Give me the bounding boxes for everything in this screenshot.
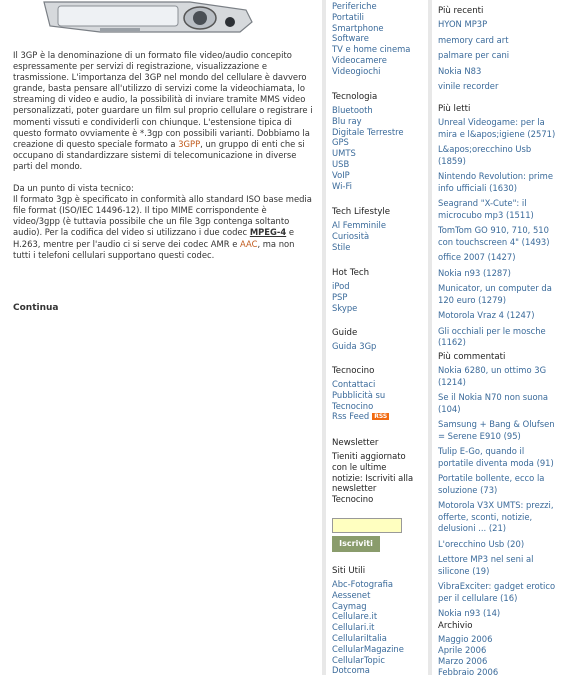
link-cellularmagazine[interactable]: CellularMagazine [332, 643, 404, 654]
link-psp[interactable]: PSP [332, 291, 348, 302]
link-portatili[interactable]: Portatili [332, 11, 364, 22]
letti-block [438, 104, 556, 353]
rss-icon[interactable]: RSS [374, 413, 388, 421]
link-cellulartopic[interactable]: CellularTopic [332, 654, 385, 665]
guide-title: Guide [332, 328, 358, 338]
recent-post[interactable]: palmare per cani [438, 50, 510, 60]
archive-link[interactable]: Maggio 2006 [438, 634, 493, 644]
link-al-femminile[interactable]: Al Femminile [332, 220, 386, 230]
hottech-block [332, 268, 369, 313]
tecnocino-block [332, 366, 402, 422]
link-stile[interactable]: Stile [332, 241, 351, 252]
recent-post[interactable]: memory card art [438, 34, 509, 45]
link-cellulari-it[interactable]: Cellulari.it [332, 622, 375, 633]
sidebar-categories [326, 0, 428, 675]
tecnologia-title: Tecnologia [332, 92, 378, 102]
most-commented-post[interactable]: Samsung + Bang & Olufsen = Serene E910 (95) [438, 419, 555, 441]
phone-image [40, 0, 255, 34]
link-curiosita[interactable]: Curiosità [332, 230, 370, 241]
link-aac[interactable]: AAC [240, 238, 258, 249]
link-cellulare-it[interactable]: Cellulare.it [332, 611, 378, 622]
most-read-post[interactable]: Gli occhiali per le mosche (1162) [438, 325, 546, 347]
recenti-title: Più recenti [438, 6, 484, 16]
most-commented-post[interactable]: VibraExciter: gadget erotico per il cellulare (16) [438, 581, 556, 603]
link-umts[interactable]: UMTS [332, 148, 356, 159]
link-software[interactable]: Software [332, 33, 369, 44]
archive-link[interactable]: Febbraio 2006 [438, 667, 499, 675]
link-gps[interactable]: GPS [332, 137, 349, 148]
most-read-post[interactable]: office 2007 (1427) [438, 252, 516, 262]
link-aessenet[interactable]: Aessenet [332, 589, 371, 600]
most-commented-post[interactable]: Motorola V3X UMTS: prezzi, offerte, sconti, notizie, delusioni ... (21) [438, 500, 554, 533]
link-cellularitalia[interactable]: CellulariItalia [332, 632, 387, 643]
article-paragraph-1: Il 3GP è la denominazione di un formato file video/audio concepito espressamente per servizi di registrazione, visualizzazione e trasmissione. L'importanza del 3GP nel mondo del cellulare è davvero grande, basta pensare all'utilizzo di servizi come la videochiamata, lo streaming di video e audio, la possibilità di inviare tramite MMS video personalizzati, poter guardare un film sul proprio cellulare o registrare i momenti vissuti e condividerli con chiunque. L'estensione tipica di questo formato ovviamente è *.3gp con possibili varianti. Dobbiamo la creazione di questo speciale formato a 3GPP, un gruppo di enti che si occupano di standardizzare sistemi di telecomunicazione in diverse parti del mondo. [13, 50, 313, 171]
link-wifi[interactable]: Wi-Fi [332, 180, 352, 191]
most-commented-post[interactable]: Lettore MP3 nel seni al silicone (19) [438, 554, 534, 576]
archive-link[interactable]: Marzo 2006 [438, 656, 488, 666]
newsletter-text: Tieniti aggiornato con le ultime notizie: Iscriviti alla newsletter Tecnocino [332, 451, 414, 505]
most-commented-post[interactable]: Se il Nokia N70 non suona (104) [438, 392, 549, 414]
archivio-title: Archivio [438, 621, 473, 631]
link-digitale-terrestre[interactable]: Digitale Terrestre [332, 126, 404, 137]
categories-list [332, 1, 410, 77]
hottech-title: Hot Tech [332, 268, 370, 278]
guide-block [332, 328, 376, 352]
continua-link[interactable]: Continua [13, 303, 59, 313]
newsletter-title: Newsletter [332, 438, 379, 448]
recent-post[interactable]: HYON MP3P [438, 19, 488, 29]
most-read-post[interactable]: L&apos;orecchino Usb (1859) [438, 144, 532, 166]
recenti-block [438, 6, 558, 97]
sidebar-posts [432, 0, 567, 675]
link-usb[interactable]: USB [332, 158, 350, 169]
rss-row [332, 411, 402, 422]
link-blu-ray[interactable]: Blu ray [332, 115, 362, 126]
most-commented-post[interactable]: Tulip E-Go, quando il portatile diventa moda (91) [438, 446, 554, 468]
link-guida-3gp[interactable]: Guida 3Gp [332, 341, 377, 351]
tecnocino-title: Tecnocino [332, 366, 375, 376]
most-read-post[interactable]: Motorola Vraz 4 (1247) [438, 310, 535, 320]
most-commented-post[interactable]: Portatile bollente, ecco la soluzione (73) [438, 473, 545, 495]
most-read-post[interactable]: Unreal Videogame: per la mira e l&apos;igiene (2571) [438, 117, 556, 139]
newsletter-block [332, 438, 416, 505]
most-read-post[interactable]: Seagrand "X-Cute": il microcubo mp3 (1511) [438, 198, 534, 220]
commentati-block [438, 352, 560, 624]
archivio-block [438, 621, 558, 675]
recent-post[interactable]: vinile recorder [438, 81, 499, 91]
newsletter-subscribe-button[interactable]: Iscriviti [332, 536, 380, 552]
archive-link[interactable]: Aprile 2006 [438, 645, 487, 655]
most-commented-post[interactable]: L'orecchino Usb (20) [438, 538, 525, 549]
letti-title: Più letti [438, 104, 471, 114]
link-voip[interactable]: VoIP [332, 169, 350, 180]
link-videogiochi[interactable]: Videogiochi [332, 65, 381, 76]
article-text [13, 50, 313, 272]
link-abc-fotografia[interactable]: Abc-Fotografia [332, 579, 394, 589]
link-ipod[interactable]: iPod [332, 281, 350, 291]
link-skype[interactable]: Skype [332, 302, 358, 313]
link-videocamere[interactable]: Videocamere [332, 54, 387, 65]
link-bluetooth[interactable]: Bluetooth [332, 105, 373, 115]
link-contattaci[interactable]: Contattaci [332, 379, 376, 389]
link-smartphone[interactable]: Smartphone [332, 22, 384, 33]
most-read-post[interactable]: TomTom GO 910, 710, 510 con touchscreen 4" (1493) [438, 225, 550, 247]
most-commented-post[interactable]: Nokia n93 (14) [438, 608, 501, 618]
link-caymag[interactable]: Caymag [332, 600, 367, 611]
link-pubblicita[interactable]: Pubblicità su Tecnocino [332, 389, 386, 411]
link-mpeg4[interactable]: MPEG-4 [249, 227, 287, 238]
tecnologia-block [332, 92, 404, 191]
lifestyle-title: Tech Lifestyle [332, 207, 391, 217]
most-read-post[interactable]: Nintendo Revolution: prime info ufficiali (1630) [438, 171, 553, 193]
link-dotcoma[interactable]: Dotcoma [332, 665, 370, 675]
recent-post[interactable]: Nokia N83 [438, 65, 482, 76]
siti-utili-title: Siti Utili [332, 566, 366, 576]
most-read-post[interactable]: Nokia n93 (1287) [438, 267, 511, 278]
link-periferiche[interactable]: Periferiche [332, 1, 377, 11]
link-tv-home-cinema[interactable]: TV e home cinema [332, 44, 411, 55]
lifestyle-block [332, 207, 390, 252]
article-paragraph-2: Da un punto di vista tecnico: Il formato 3gp è specificato in conformità allo standard ISO base media file format (ISO/IEC 14496-12). Il tipo MIME corrispondente è video/3gpp (è tuttavia possibile che un file 3gp contenga soltanto audio). Per la codifica del video si utilizzano i due codec MPEG-4 e H.263, mentre per l'audio ci si serve dei codec AMR e AAC, ma non tutti i telefoni cellulari supportano questi codec. [13, 183, 312, 260]
most-read-post[interactable]: Municator, un computer da 120 euro (1279) [438, 283, 552, 305]
link-rss-feed[interactable]: Rss Feed [332, 411, 370, 422]
most-commented-post[interactable]: Nokia 6280, un ottimo 3G (1214) [438, 365, 547, 387]
siti-utili-block [332, 566, 404, 675]
newsletter-email-input[interactable] [332, 518, 402, 533]
link-3gpp[interactable]: 3GPP [178, 138, 201, 149]
commentati-title: Più commentati [438, 352, 506, 362]
